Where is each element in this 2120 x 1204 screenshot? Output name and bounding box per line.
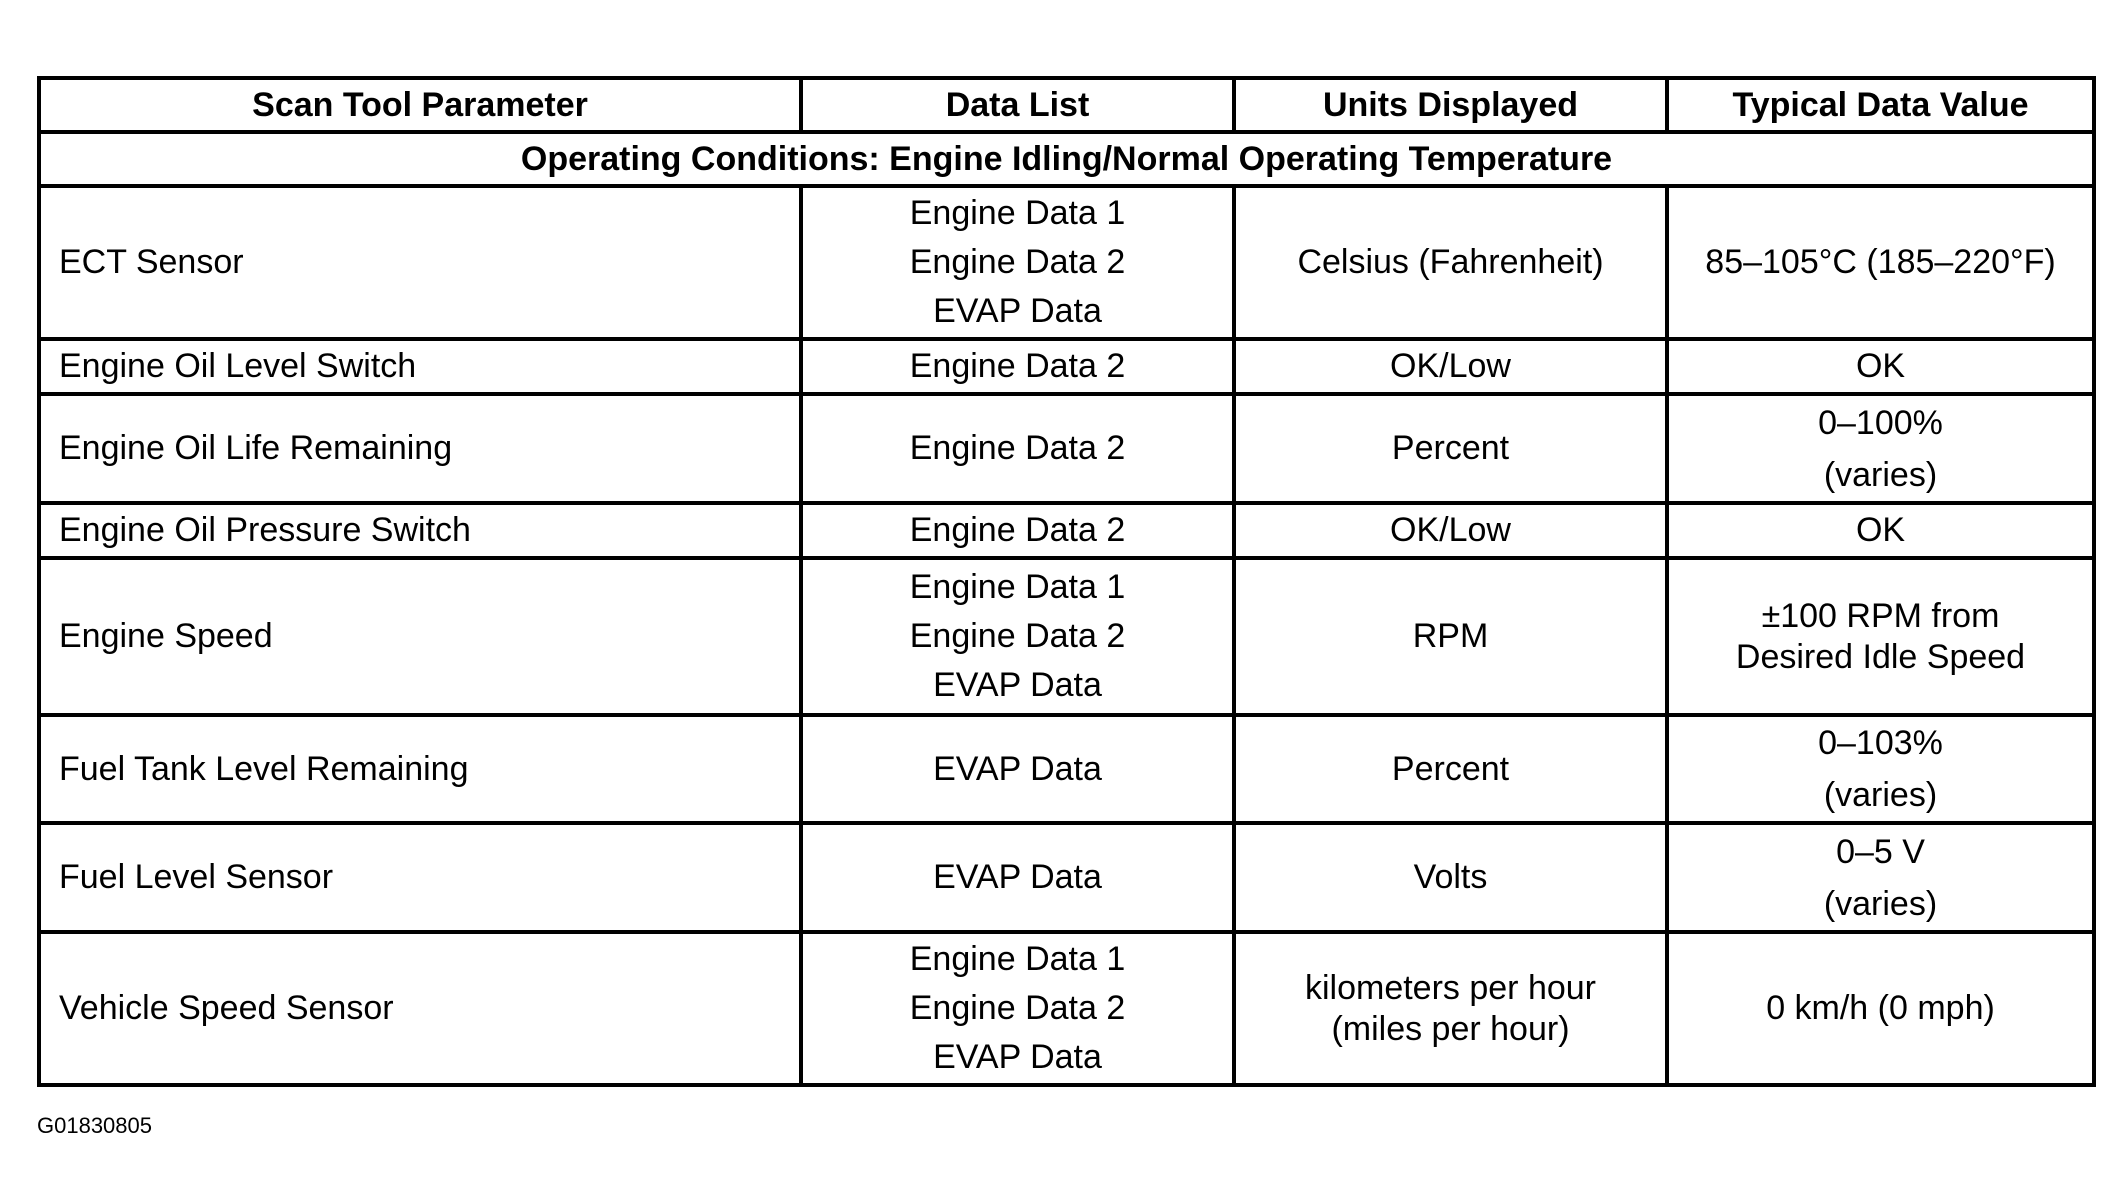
data-list-line: Engine Data 2: [909, 347, 1126, 386]
data-list-cell: [801, 339, 1234, 394]
header-scan-tool-parameter: Scan Tool Parameter: [39, 78, 801, 132]
data-list-cell: [801, 823, 1234, 932]
units-cell: [1234, 715, 1667, 823]
typical-value-line: 0–103%: [1818, 724, 1943, 762]
data-list-line: Engine Data 2: [909, 429, 1126, 468]
data-list-cell: [801, 394, 1234, 503]
units-line: kilometers per hour: [1304, 968, 1596, 1007]
units-line: Celsius (Fahrenheit): [1297, 243, 1604, 282]
data-list-cell: [801, 186, 1234, 339]
figure-code: G01830805: [37, 1113, 152, 1138]
units-line: OK/Low: [1390, 347, 1511, 386]
units-line: RPM: [1412, 617, 1489, 656]
data-list-line: Engine Data 2: [909, 617, 1126, 655]
parameter-cell: Engine Speed: [39, 558, 801, 715]
units-cell: [1234, 339, 1667, 394]
data-list-cell: [801, 715, 1234, 823]
section-row: [39, 132, 2094, 186]
typical-value-line: 0–5 V: [1836, 832, 1925, 871]
data-list-cell: [801, 932, 1234, 1085]
table-row: [39, 823, 2094, 932]
typical-value-line: (varies): [1823, 776, 1938, 814]
typical-value-line: OK: [1855, 511, 1906, 550]
table-row: [39, 394, 2094, 503]
header-units-displayed: Units Displayed: [1234, 78, 1667, 132]
typical-value-cell: [1667, 394, 2094, 503]
typical-value-line: 0 km/h (0 mph): [1766, 989, 1995, 1028]
data-list-line: EVAP Data: [933, 666, 1102, 704]
data-list-cell: [801, 503, 1234, 558]
typical-value-line: ±100 RPM from: [1761, 596, 2000, 635]
parameter-cell: Fuel Tank Level Remaining: [39, 715, 801, 823]
units-cell: [1234, 558, 1667, 715]
data-list-line: EVAP Data: [933, 749, 1102, 788]
data-list-line: Engine Data 2: [909, 989, 1126, 1027]
scan-tool-data-table: [37, 76, 2096, 1087]
parameter-cell: Engine Oil Level Switch: [39, 339, 801, 394]
table-row: [39, 339, 2094, 394]
parameter-cell: ECT Sensor: [39, 186, 801, 339]
typical-value-line: (varies): [1823, 455, 1938, 494]
parameter-cell: Fuel Level Sensor: [39, 823, 801, 932]
typical-value-cell: [1667, 932, 2094, 1085]
units-line: Percent: [1391, 429, 1510, 468]
typical-value-line: 0–100%: [1818, 403, 1943, 442]
units-line: OK/Low: [1390, 511, 1511, 550]
typical-value-cell: [1667, 558, 2094, 715]
parameter-cell: Vehicle Speed Sensor: [39, 932, 801, 1085]
table-row: [39, 186, 2094, 339]
typical-value-line: OK: [1855, 347, 1906, 386]
units-line: (miles per hour): [1331, 1009, 1570, 1048]
section-title: Operating Conditions: Engine Idling/Normal Operating Temperature: [39, 132, 2094, 186]
header-data-list: Data List: [801, 78, 1234, 132]
data-list-line: Engine Data 1: [909, 194, 1126, 232]
units-cell: [1234, 932, 1667, 1085]
typical-value-cell: [1667, 339, 2094, 394]
header-typical-data-value: Typical Data Value: [1667, 78, 2094, 132]
units-cell: [1234, 394, 1667, 503]
parameter-cell: Engine Oil Life Remaining: [39, 394, 801, 503]
data-list-line: Engine Data 1: [909, 568, 1126, 606]
table-row: [39, 503, 2094, 558]
typical-value-line: Desired Idle Speed: [1735, 637, 2026, 676]
data-list-line: Engine Data 1: [909, 940, 1126, 978]
typical-value-line: (varies): [1823, 884, 1938, 923]
table-row: [39, 558, 2094, 715]
units-line: Volts: [1413, 858, 1488, 897]
table-row: [39, 715, 2094, 823]
data-list-line: Engine Data 2: [909, 511, 1126, 550]
units-cell: [1234, 186, 1667, 339]
parameter-cell: Engine Oil Pressure Switch: [39, 503, 801, 558]
header-row: [39, 78, 2094, 132]
data-list-line: Engine Data 2: [909, 243, 1126, 281]
units-cell: [1234, 503, 1667, 558]
typical-value-cell: [1667, 503, 2094, 558]
typical-value-line: 85–105°C (185–220°F): [1705, 243, 2056, 282]
typical-value-cell: [1667, 715, 2094, 823]
typical-value-cell: [1667, 186, 2094, 339]
units-line: Percent: [1391, 749, 1510, 788]
data-list-line: EVAP Data: [933, 858, 1102, 897]
units-cell: [1234, 823, 1667, 932]
table-row: [39, 932, 2094, 1085]
typical-value-cell: [1667, 823, 2094, 932]
data-list-line: EVAP Data: [933, 292, 1102, 330]
data-list-line: EVAP Data: [933, 1038, 1102, 1076]
data-list-cell: [801, 558, 1234, 715]
